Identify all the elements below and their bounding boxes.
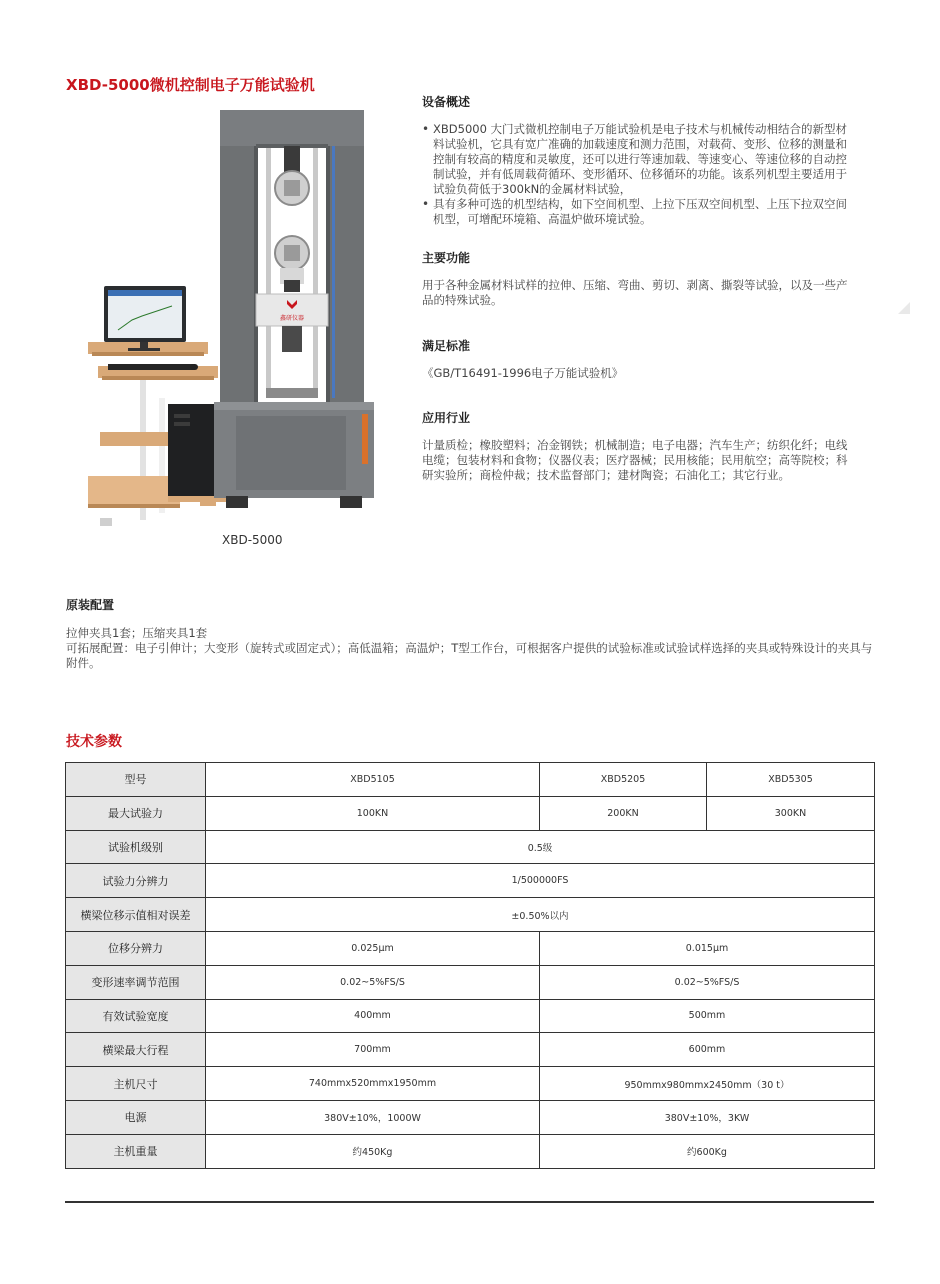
brand-plate: 鑫研仪器 <box>279 315 305 322</box>
standards-heading: 满足标准 <box>422 339 471 353</box>
param-value: 500mm <box>540 999 875 1033</box>
param-label: 横梁位移示值相对误差 <box>66 898 206 932</box>
param-value: 约450Kg <box>206 1134 540 1168</box>
param-value: 600mm <box>540 1033 875 1067</box>
tech-heading: 技术参数 <box>66 734 122 750</box>
table-row <box>66 898 875 932</box>
industries-heading: 应用行业 <box>422 411 471 425</box>
overview-bullet-text: 具有多种可选的机型结构，如下空间机型、上拉下压双空间机型、上压下拉双空间机型，可增配环境箱、高温炉做环境试验。 <box>433 197 847 226</box>
table-row <box>66 931 875 965</box>
param-value: 1/500000FS <box>206 864 875 898</box>
config-heading: 原装配置 <box>66 598 115 612</box>
test-machine <box>214 110 374 508</box>
param-label: 试验力分辨力 <box>66 864 206 898</box>
param-value: ±0.50%以内 <box>206 898 875 932</box>
param-value: 400mm <box>206 999 540 1033</box>
table-row <box>66 965 875 999</box>
param-value: 100KN <box>206 796 540 830</box>
table-row <box>66 796 875 830</box>
footer-divider <box>65 1201 874 1203</box>
overview-section <box>422 95 852 227</box>
param-value: 380V±10%，3KW <box>540 1100 875 1134</box>
table-row <box>66 999 875 1033</box>
param-value: XBD5105 <box>206 763 540 797</box>
param-value: 约600Kg <box>540 1134 875 1168</box>
param-value: 740mmx520mmx1950mm <box>206 1067 540 1101</box>
page-title: XBD-5000微机控制电子万能试验机 <box>66 76 315 94</box>
param-value: 0.015μm <box>540 931 875 965</box>
param-value: XBD5305 <box>707 763 875 797</box>
param-value: 0.5级 <box>206 830 875 864</box>
overview-bullet: • XBD5000 大门式微机控制电子万能试验机是电子技术与机械传动相结合的新型材料试验机，它具有宽广准确的加载速度和测力范围，对载荷、变形、位移的测量和控制有较高的精度和灵敏度，还可以进行等速加载、等速变心、等速位移的自动控制试验，并有低周载荷循环、变形循环、位移循环的功能。该系列机型主要适用于试验负荷低于300kN的金属材料试验， <box>422 122 852 197</box>
config-section <box>66 598 876 671</box>
param-label: 最大试验力 <box>66 796 206 830</box>
param-label: 试验机级别 <box>66 830 206 864</box>
industries-section <box>422 411 852 483</box>
param-label: 变形速率调节范围 <box>66 965 206 999</box>
standards-section <box>422 339 852 381</box>
industries-text: 计量质检；橡胶塑料；冶金钢铁；机械制造；电子电器；汽车生产；纺织化纤；电线电缆；包装材料和食物；仪器仪表；医疗器械；民用核能；民用航空；高等院校；科研实验所；商检仲裁；技术监督部门；建材陶瓷；石油化工；其它行业。 <box>422 438 848 482</box>
table-row <box>66 1067 875 1101</box>
param-label: 电源 <box>66 1100 206 1134</box>
param-label: 位移分辨力 <box>66 931 206 965</box>
config-line-1: 拉伸夹具1套；压缩夹具1套 <box>66 626 208 640</box>
config-line-2: 可拓展配置：电子引伸计；大变形（旋转式或固定式）；高低温箱；高温炉；T型工作台，可根据客户提供的试验标准或试验试样选择的夹具或特殊设计的夹具与附件。 <box>66 641 873 670</box>
param-value: 950mmx980mmx2450mm（30 t） <box>540 1067 875 1101</box>
overview-bullet-text: XBD5000 大门式微机控制电子万能试验机是电子技术与机械传动相结合的新型材料试验机，它具有宽广准确的加载速度和测力范围，对载荷、变形、位移的测量和控制有较高的精度和灵敏度，还可以进行等速加载、等速变心、等速位移的自动控制试验，并有低周载荷循环、变形循环、位移循环的功能。该系列机型主要适用于试验负荷低于300kN的金属材料试验， <box>433 122 848 196</box>
standards-text: 《GB/T16491-1996电子万能试验机》 <box>422 366 624 380</box>
table-row <box>66 864 875 898</box>
param-label: 横梁最大行程 <box>66 1033 206 1067</box>
page-corner-mark <box>898 302 910 314</box>
tech-table <box>65 762 875 1169</box>
table-row <box>66 1134 875 1168</box>
overview-heading: 设备概述 <box>422 95 471 109</box>
table-row <box>66 763 875 797</box>
param-value: 0.025μm <box>206 931 540 965</box>
param-value: 0.02~5%FS/S <box>540 965 875 999</box>
functions-section <box>422 251 852 308</box>
param-value: 700mm <box>206 1033 540 1067</box>
product-caption: XBD-5000 <box>222 533 283 547</box>
param-label: 有效试验宽度 <box>66 999 206 1033</box>
functions-text: 用于各种金属材料试样的拉伸、压缩、弯曲、剪切、剥离、撕裂等试验，以及一些产品的特殊试验。 <box>422 278 848 307</box>
param-value: 0.02~5%FS/S <box>206 965 540 999</box>
product-image <box>84 108 404 528</box>
param-value: XBD5205 <box>540 763 707 797</box>
overview-bullet: • 具有多种可选的机型结构，如下空间机型、上拉下压双空间机型、上压下拉双空间机型，可增配环境箱、高温炉做环境试验。 <box>422 197 852 227</box>
param-label: 主机重量 <box>66 1134 206 1168</box>
param-value: 200KN <box>540 796 707 830</box>
param-label: 主机尺寸 <box>66 1067 206 1101</box>
table-row <box>66 1100 875 1134</box>
table-row <box>66 1033 875 1067</box>
param-value: 380V±10%，1000W <box>206 1100 540 1134</box>
table-row <box>66 830 875 864</box>
functions-heading: 主要功能 <box>422 251 471 265</box>
param-value: 300KN <box>707 796 875 830</box>
computer-desk <box>88 286 228 526</box>
param-label: 型号 <box>66 763 206 797</box>
